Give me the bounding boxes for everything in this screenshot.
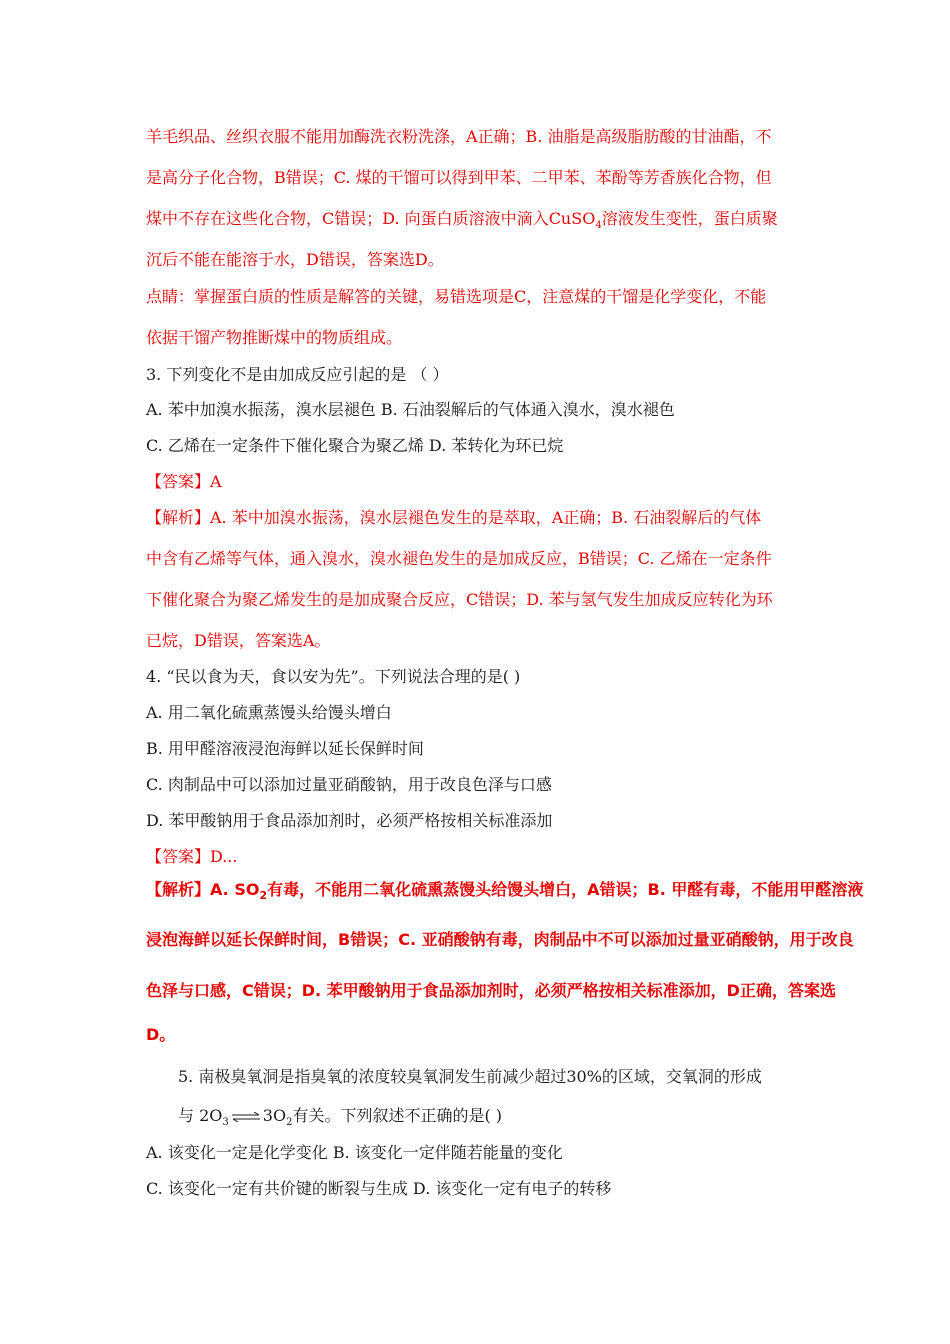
chem-formula-cuso4: CuSO (548, 209, 596, 228)
q4-stem: 4. “民以食为天，食以安为先”。下列说法合理的是( ) (146, 667, 521, 686)
q4-option-c: C. 肉制品中可以添加过量亚硝酸钠，用于改良色泽与口感 (146, 775, 552, 794)
q3-analysis-line-1: 【解析】A. 苯中加溴水振荡，溴水层褪色发生的是萃取，A正确；B. 石油裂解后的气体 (146, 508, 762, 527)
q4-option-a: A. 用二氧化硫熏蒸馒头给馒头增白 (146, 703, 392, 722)
q2-analysis-line-3-text-a: 煤中不存在这些化合物，C错误；D. 向蛋白质溶液中滴入 (146, 209, 549, 228)
q4-answer (146, 846, 238, 868)
q2-analysis-line-1: 羊毛织品、丝织衣服不能用加酶洗衣粉洗涤，A正确；B. 油脂是高级脂肪酸的甘油酯，不 (146, 127, 772, 146)
q5-stem-line-2 (178, 1105, 502, 1134)
q4-analysis-line-2: 浸泡海鲜以延长保鲜时间，B错误；C. 亚硝酸钠有毒，肉制品中不可以添加过量亚硝酸钠，用于改良 (146, 930, 854, 949)
q4-analysis-line-1 (146, 879, 863, 907)
q3-analysis-line-2: 中含有乙烯等气体，通入溴水，溴水褪色发生的是加成反应，B错误；C. 乙烯在一定条件 (146, 549, 772, 568)
q5-stem-2c: 有关。下列叙述不正确的是( ) (292, 1106, 503, 1125)
q2-analysis-line-2: 是高分子化合物，B错误；C. 煤的干馏可以得到甲苯、二甲苯、苯酚等芳香族化合物，但 (146, 168, 772, 187)
so2-subscript: 2 (259, 889, 268, 903)
q3-stem: 3. 下列变化不是由加成反应引起的是 （ ） (146, 365, 449, 384)
q2-analysis-line-3-text-b: 溶液发生变性，蛋白质聚 (601, 209, 778, 228)
q5-stem-2a: 与 2O (178, 1106, 223, 1125)
q4-option-b: B. 用甲醛溶液浸泡海鲜以延长保鲜时间 (146, 739, 424, 758)
q3-analysis-line-4: 已烷，D错误，答案选A。 (146, 631, 331, 650)
q5-stem-line-1: 5. 南极臭氧洞是指臭氧的浓度较臭氧洞发生前减少超过30%的区域，交氧洞的形成 (178, 1067, 762, 1086)
q5-options-ab: A. 该变化一定是化学变化 B. 该变化一定伴随若能量的变化 (146, 1143, 563, 1162)
q5-stem-2b: 3O (262, 1106, 287, 1125)
q3-options-cd: C. 乙烯在一定条件下催化聚合为聚乙烯 D. 苯转化为环已烷 (146, 436, 564, 455)
q2-analysis-line-4: 沉后不能在能溶于水，D错误，答案选D。 (146, 250, 444, 269)
q4-analysis-line-1-b: 有毒，不能用二氧化硫熏蒸馒头给馒头增白，A错误；B. 甲醛有毒，不能用甲醛溶液 (267, 880, 864, 899)
q4-answer-text: 【答案】D... (146, 847, 238, 866)
chem-subscript: 4 (595, 220, 602, 232)
q2-tip-line-1: 点睛：掌握蛋白质的性质是解答的关键，易错选项是C，注意煤的干馏是化学变化，不能 (146, 287, 767, 306)
q3-options-ab: A. 苯中加溴水振荡，溴水层褪色 B. 石油裂解后的气体通入溴水，溴水褪色 (146, 400, 675, 419)
q5-options-cd: C. 该变化一定有共价键的断裂与生成 D. 该变化一定有电子的转移 (146, 1179, 612, 1198)
q4-analysis-line-1-a: 【解析】A. SO (146, 880, 260, 899)
q4-option-d: D. 苯甲酸钠用于食品添加剂时，必须严格按相关标准添加 (146, 811, 553, 830)
q3-analysis-line-3: 下催化聚合为聚乙烯发生的是加成聚合反应，C错误；D. 苯与氢气发生加成反应转化为环 (146, 590, 773, 609)
q3-answer: 【答案】A (146, 472, 222, 491)
q4-analysis-line-3: 色泽与口感，C错误；D. 苯甲酸钠用于食品添加剂时，必须严格按相关标准添加，D正确，答案选 (146, 981, 836, 1000)
equilibrium-arrow-icon (231, 1112, 261, 1122)
q2-tip-line-2: 依据干馏产物推断煤中的物质组成。 (146, 328, 403, 347)
q2-analysis-line-3 (146, 208, 778, 237)
o3-subscript: 3 (222, 1117, 229, 1129)
o2-subscript: 2 (286, 1117, 293, 1129)
q4-analysis-line-4: D。 (146, 1025, 176, 1044)
